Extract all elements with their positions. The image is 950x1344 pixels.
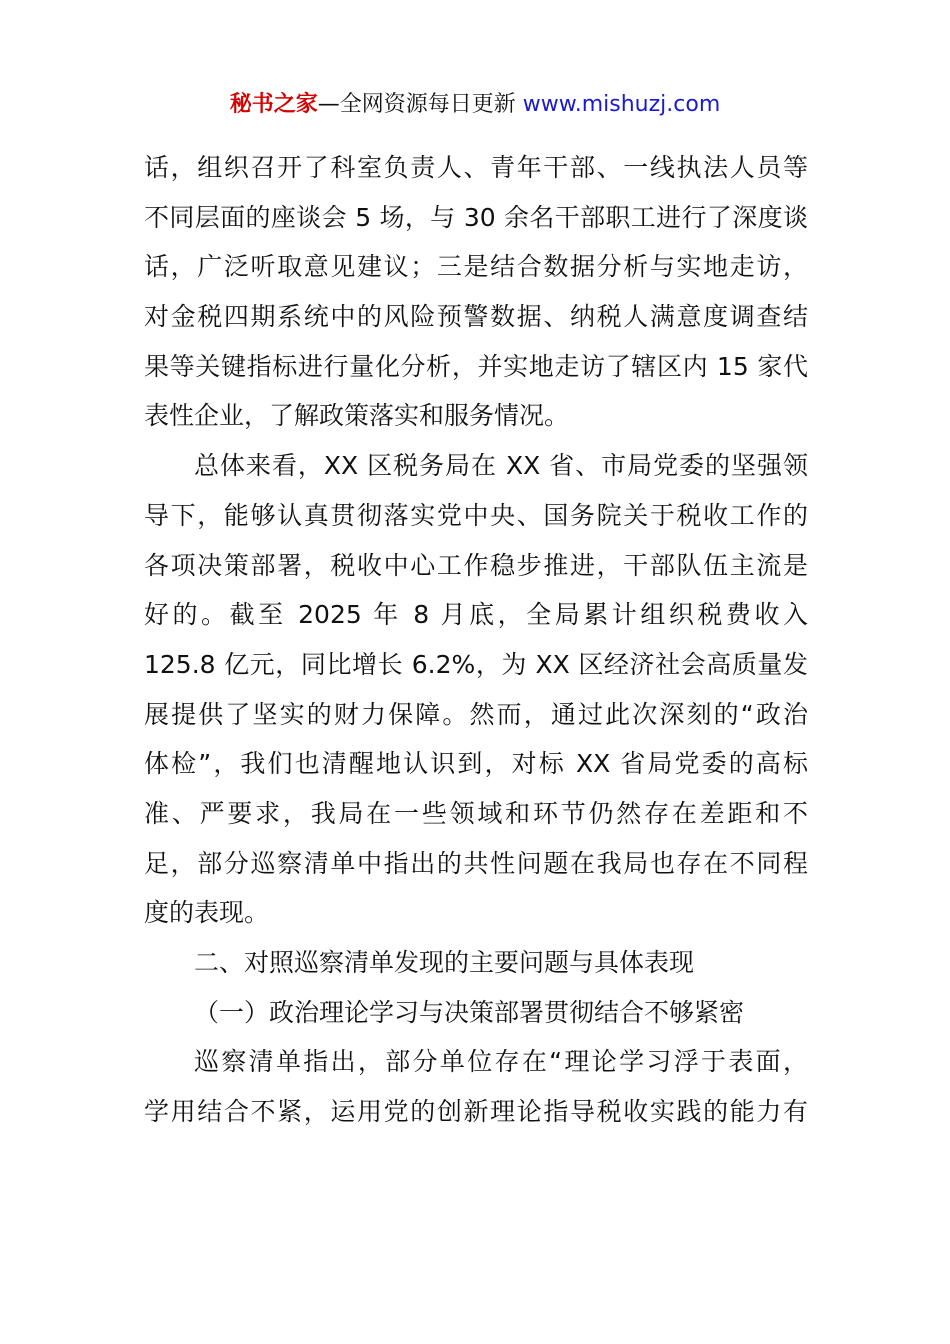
text-line: 话，组织召开了科室负责人、青年干部、一线执法人员等 [144,153,808,182]
paragraph-start-line: 总体来看，XX 区税务局在 XX 省、市局党委的坚强领 [194,451,808,481]
page-header [0,88,950,122]
text-line: 体检”，我们也清醒地认识到，对标 XX 省局党委的高标 [144,749,808,779]
paragraph-start-line: 巡察清单指出，部分单位存在“理论学习浮于表面， [194,1047,808,1077]
text-line: 度的表现。 [144,898,270,928]
header-brand: 秘书之家 [229,92,318,117]
header-site-link[interactable]: www.mishuzj.com [522,92,721,117]
text-line: 展提供了坚实的财力保障。然而，通过此次深刻的“政治 [144,699,808,729]
text-line: 导下，能够认真贯彻落实党中央、国务院关于税收工作的 [144,500,808,530]
document-body [144,143,808,1137]
text-line: 足，部分巡察清单中指出的共性问题在我局也存在不同程 [144,848,808,878]
text-line: 话，广泛听取意见建议；三是结合数据分析与实地走访， [144,252,808,282]
subsection-heading: （一）政治理论学习与决策部署贯彻结合不够紧密 [194,997,745,1027]
text-line: 表性企业，了解政策落实和服务情况。 [144,401,570,431]
text-line: 125.8 亿元，同比增长 6.2%，为 XX 区经济社会高质量发 [144,649,808,679]
text-line: 学用结合不紧，运用党的创新理论指导税收实践的能力有 [144,1097,808,1127]
text-line: 不同层面的座谈会 5 场，与 30 余名干部职工进行了深度谈 [144,202,808,232]
text-line: 对金税四期系统中的风险预警数据、纳税人满意度调查结 [144,302,808,332]
text-line: 好的。截至 2025 年 8 月底，全局累计组织税费收入 [144,600,808,630]
section-heading: 二、对照巡察清单发现的主要问题与具体表现 [194,948,695,977]
text-line: 果等关键指标进行量化分析，并实地走访了辖区内 15 家代 [144,351,808,381]
text-line: 准、严要求，我局在一些领域和环节仍然存在差距和不 [144,798,808,828]
text-line: 各项决策部署，税收中心工作稳步推进，干部队伍主流是 [144,550,808,580]
header-tagline: —全网资源每日更新 [317,92,516,117]
